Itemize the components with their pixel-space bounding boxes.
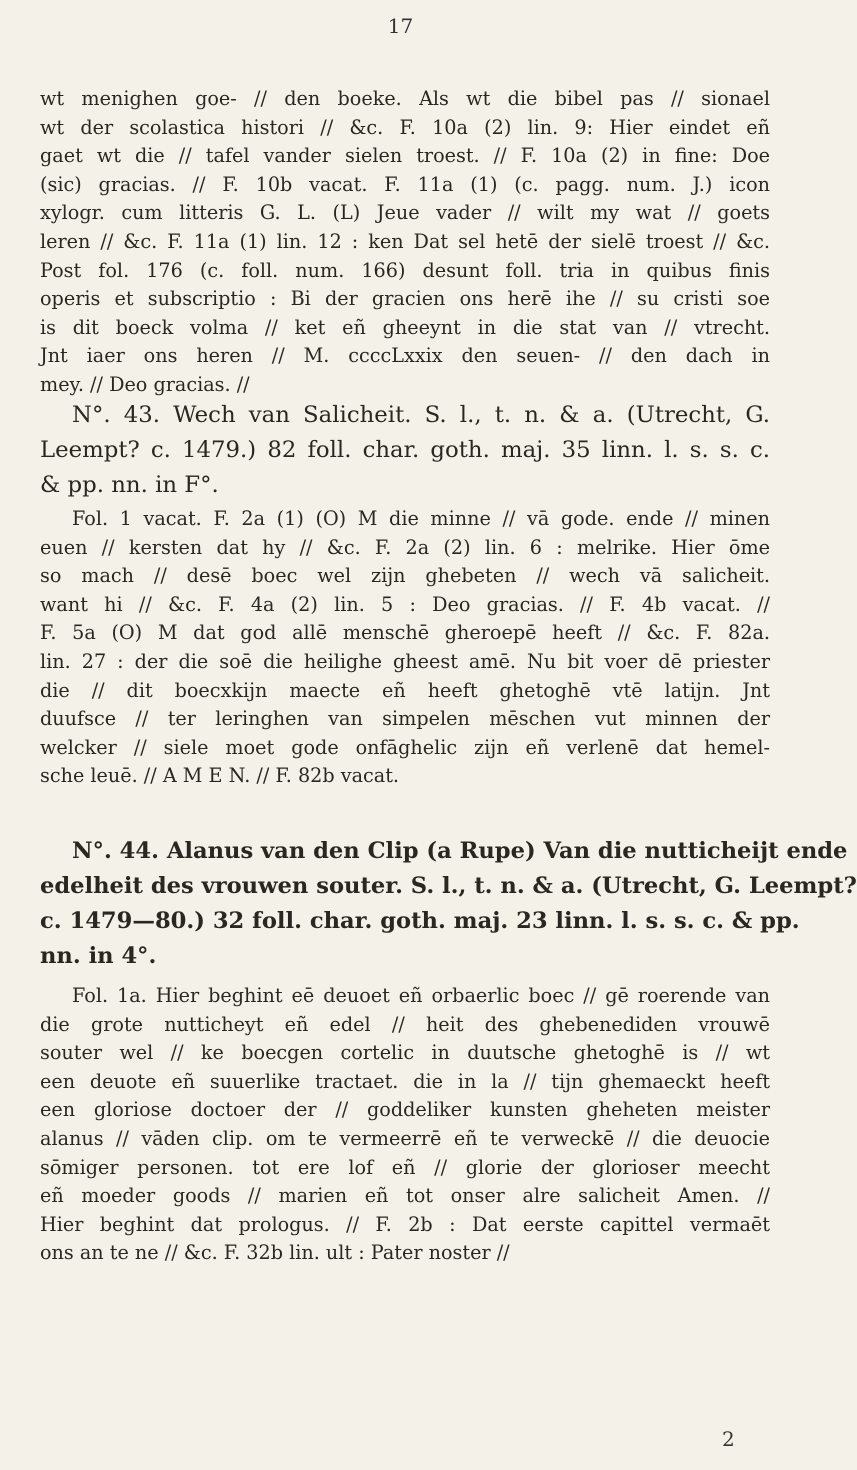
entry-44-line: Fol. 1a. Hier beghint eē deuoet eñ orbaerlic boec // gē roerende van [72, 984, 770, 1007]
entry-44-heading-line: nn. in 4°. [40, 943, 157, 969]
entry-42-line: mey. // Deo gracias. // [40, 372, 250, 396]
entry-43-heading-line: Leempt? c. 1479.) 82 foll. char. goth. maj. 35 linn. l. s. s. c. [40, 437, 770, 463]
entry-43-heading-line: & pp. nn. in F°. [40, 472, 219, 498]
entry-44-heading-line: c. 1479—80.) 32 foll. char. goth. maj. 23 linn. l. s. s. c. & pp. [40, 908, 800, 934]
entry-44-line: eñ moeder goods // marien eñ tot onser alre salicheit Amen. // [40, 1184, 770, 1208]
entry-42-line: operis et subscriptio : Bi der gracien ons herē ihe // su cristi soe [40, 287, 770, 311]
entry-43-line: F. 5a (O) M dat god allē menschē gheroepē heeft // &c. F. 82a. [40, 621, 770, 645]
entry-44-line: ons an te ne // &c. F. 32b lin. ult : Pater noster // [40, 1241, 510, 1265]
entry-44-description [40, 982, 770, 1268]
entry-43-line: duufsce // ter leringhen van simpelen mēschen vut minnen der [40, 707, 770, 731]
entry-42-line: is dit boeck volma // ket eñ gheeynt in die stat van // vtrecht. [40, 315, 770, 339]
sheet-signature: 2 [722, 1427, 735, 1451]
entry-43-line: so mach // desē boec wel zijn ghebeten // wech vā salicheit. [40, 564, 770, 588]
page-number: 17 [387, 14, 414, 38]
entry-43-heading-line: N°. 43. Wech van Salicheit. S. l., t. n. & a. (Utrecht, G. [72, 402, 770, 428]
entry-43-line: sche leuē. // A M E N. // F. 82b vacat. [40, 764, 400, 788]
entry-44-line: een deuote eñ suuerlike tractaet. die in la // tijn ghemaeckt heeft [40, 1069, 770, 1093]
entry-44-line: die grote nutticheyt eñ edel // heit des ghebenediden vrouwē [40, 1012, 770, 1036]
entry-42-line: gaet wt die // tafel vander sielen troest. // F. 10a (2) in fine: Doe [40, 144, 770, 168]
entry-42-line: (sic) gracias. // F. 10b vacat. F. 11a (1) (c. pagg. num. J.) icon [40, 172, 770, 196]
entry-44-heading [40, 834, 857, 974]
entry-42-line: Jnt iaer ons heren // M. ccccLxxix den seuen- // den dach in [40, 344, 770, 368]
entry-43-line: Fol. 1 vacat. F. 2a (1) (O) M die minne // vā gode. ende // minen [72, 507, 770, 530]
entry-42-line: wt menighen goe- // den boeke. Als wt die bibel pas // sionael [40, 87, 770, 110]
entry-43-description [40, 505, 770, 791]
entry-44-line: een gloriose doctoer der // goddeliker kunsten gheheten meister [40, 1098, 770, 1122]
entry-43-line: euen // kersten dat hy // &c. F. 2a (2) lin. 6 : melrike. Hier ōme [40, 535, 770, 559]
entry-44-line: souter wel // ke boecgen cortelic in duutsche ghetoghē is // wt [40, 1041, 770, 1065]
entry-43-line: lin. 27 : der die soē die heilighe gheest amē. Nu bit voer dē priester [40, 649, 770, 673]
entry-44-heading-line: N°. 44. Alanus van den Clip (a Rupe) Van die nutticheijt ende [72, 838, 848, 864]
entry-42-line: leren // &c. F. 11a (1) lin. 12 : ken Dat sel hetē der sielē troest // &c. [40, 229, 770, 253]
entry-42-line: wt der scolastica histori // &c. F. 10a (2) lin. 9: Hier eindet eñ [40, 115, 770, 139]
entry-42-line: Post fol. 176 (c. foll. num. 166) desunt foll. tria in quibus finis [40, 258, 770, 282]
entry-44-heading-line: edelheit des vrouwen souter. S. l., t. n. & a. (Utrecht, G. Leempt? [40, 873, 857, 899]
entry-44-line: alanus // vāden clip. om te vermeerrē eñ te verweckē // die deuocie [40, 1126, 770, 1150]
entry-44-line: sōmiger personen. tot ere lof eñ // glorie der glorioser meecht [40, 1155, 770, 1179]
entry-44-line: Hier beghint dat prologus. // F. 2b : Dat eerste capittel vermaēt [40, 1212, 770, 1236]
entry-43-heading [40, 398, 770, 503]
entry-43-line: die // dit boecxkijn maecte eñ heeft ghetoghē vtē latijn. Jnt [40, 678, 770, 702]
entry-42-continuation [40, 85, 770, 400]
entry-43-line: want hi // &c. F. 4a (2) lin. 5 : Deo gracias. // F. 4b vacat. // [40, 592, 770, 616]
entry-43-line: welcker // siele moet gode onfāghelic zijn eñ verlenē dat hemel- [40, 735, 770, 759]
entry-42-line: xylogr. cum litteris G. L. (L) Jeue vader // wilt my wat // goets [40, 201, 770, 225]
